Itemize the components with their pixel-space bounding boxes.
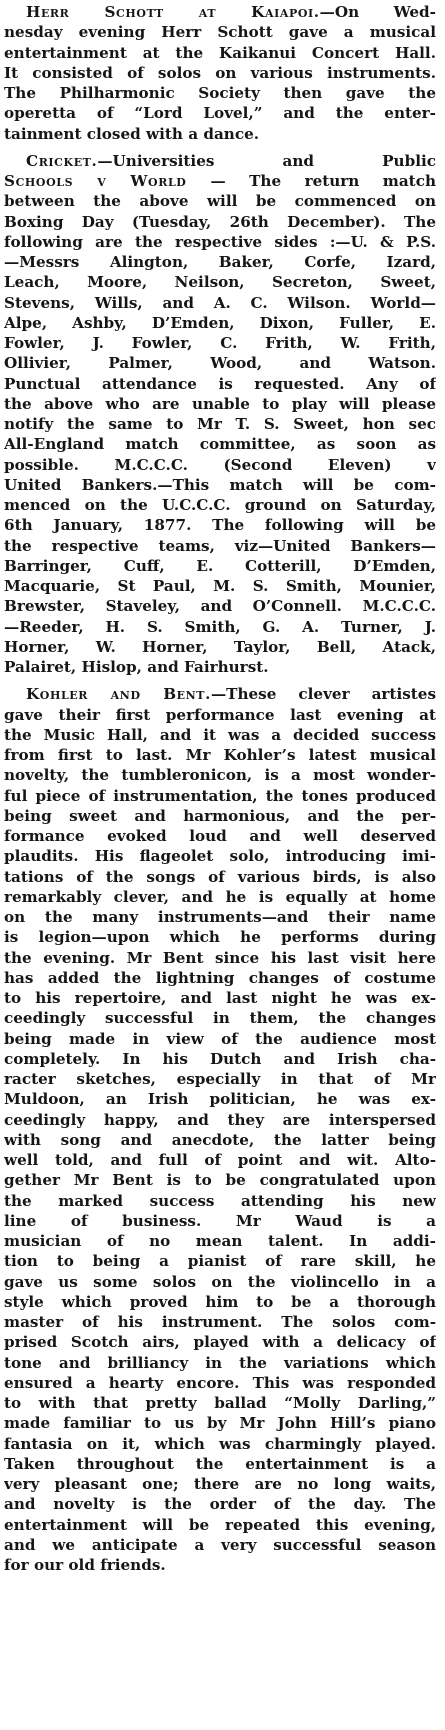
text-line: Barringer, Cuff, E. Cotterill, D’Emden, <box>4 556 436 575</box>
text-line: The Philharmonic Society then gave the <box>4 84 436 102</box>
text-line: United Bankers.—This match will be com- <box>4 475 436 494</box>
text-line: well told, and full of point and wit. Alto- <box>4 1151 436 1169</box>
text-line: being sweet and harmonious, and the per- <box>4 806 436 825</box>
text-line: All-England match committee, as soon as <box>4 435 436 454</box>
text-line: formance evoked loud and well deserved <box>4 827 436 845</box>
text-line: Cricket.—Universities and Public <box>26 151 436 170</box>
text-line: Stevens, Wills, and A. C. Wilson. World— <box>4 293 436 312</box>
text-line: novelty, the tumbleronicon, is a most wonder- <box>4 766 436 785</box>
text-line: racter sketches, especially in that of Mr <box>4 1070 436 1088</box>
text-line: Taken throughout the entertainment is a <box>4 1454 436 1473</box>
text-line: gave their first performance last evening at <box>4 705 436 724</box>
text-line: menced on the U.C.C.C. ground on Saturday, <box>4 496 436 514</box>
text-line: and we anticipate a very successful season <box>4 1535 436 1554</box>
text-line: ceedingly happy, and they are interspersed <box>4 1110 436 1129</box>
text-line: Brewster, Staveley, and O’Connell. M.C.C.C. <box>4 597 436 616</box>
text-line: to his repertoire, and last night he was ex- <box>4 989 436 1007</box>
text-line: for our old friends. <box>4 1556 166 1574</box>
text-line: Palairet, Hislop, and Fairhurst. <box>4 658 269 676</box>
text-line: very pleasant one; there are no long waits, <box>4 1475 436 1493</box>
text-line: tion to being a pianist of rare skill, he <box>4 1252 436 1271</box>
text-line: on the many instruments—and their name <box>4 908 436 926</box>
text-line: style which proved him to be a thorough <box>4 1292 436 1311</box>
text-line: is legion—upon which he performs during <box>4 928 436 947</box>
text-line: Herr Schott at Kaiapoi.—On Wed- <box>26 3 436 21</box>
text-line: the respective teams, viz—United Bankers— <box>4 536 436 555</box>
text-line: Schools v World — The return match <box>4 172 436 190</box>
text-line: has added the lightning changes of costume <box>4 968 436 987</box>
text-line: tainment closed with a dance. <box>4 124 260 143</box>
paragraph-heading: Kohler and Bent. <box>26 685 211 704</box>
text-line: ful piece of instrumentation, the tones produced <box>4 786 436 805</box>
text-line: Ollivier, Palmer, Wood, and Watson. <box>4 354 436 373</box>
text-line: tone and brilliancy in the variations which <box>4 1353 436 1372</box>
text-line: the evening. Mr Bent since his last visit here <box>4 948 436 967</box>
text-line: and novelty is the order of the day. The <box>4 1495 436 1514</box>
paragraph-heading-continued: Schools v World <box>4 172 211 190</box>
paragraph-schott-kaiapoi <box>4 2 436 144</box>
paragraph-heading: Herr Schott at Kaiapoi. <box>26 3 320 21</box>
text-line: Kohler and Bent.—These clever artistes <box>26 685 436 704</box>
text-line: made familiar to us by Mr John Hill’s piano <box>4 1414 436 1433</box>
text-line: to with that pretty ballad “Molly Darling,” <box>4 1394 436 1412</box>
text-line: plaudits. His flageolet solo, introducing imi- <box>4 847 436 866</box>
text-line: possible. M.C.C.C. (Second Eleven) v <box>4 455 436 474</box>
text-line: operetta of “Lord Lovel,” and the enter- <box>4 104 436 123</box>
text-line: nesday evening Herr Schott gave a musical <box>4 23 436 42</box>
text-line: —Reeder, H. S. Smith, G. A. Turner, J. <box>4 617 436 636</box>
text-line: completely. In his Dutch and Irish cha- <box>4 1049 436 1068</box>
paragraph-heading: Cricket. <box>26 151 98 170</box>
paragraph-kohler-and-bent <box>4 684 436 1575</box>
text-line: prised Scotch airs, played with a delicacy of <box>4 1333 436 1352</box>
text-line: the above who are unable to play will please <box>4 394 436 413</box>
text-line: Punctual attendance is requested. Any of <box>4 374 436 393</box>
text-line: notify the same to Mr T. S. Sweet, hon sec <box>4 415 436 433</box>
text-line: —Messrs Alington, Baker, Corfe, Izard, <box>4 253 436 271</box>
text-line: gether Mr Bent is to be congratulated upon <box>4 1171 436 1190</box>
text-line: fantasia on it, which was charmingly played. <box>4 1434 436 1453</box>
text-line: Boxing Day (Tuesday, 26th December). The <box>4 212 436 231</box>
text-line: Macquarie, St Paul, M. S. Smith, Mounier, <box>4 577 436 595</box>
text-line: between the above will be commenced on <box>4 192 436 211</box>
text-line: 6th January, 1877. The following will be <box>4 516 436 535</box>
text-line: gave us some solos on the violincello in a <box>4 1272 436 1291</box>
text-line: Leach, Moore, Neilson, Secreton, Sweet, <box>4 273 436 292</box>
text-line: master of his instrument. The solos com- <box>4 1313 436 1331</box>
text-line: entertainment at the Kaikanui Concert Hall. <box>4 43 436 62</box>
text-line: It consisted of solos on various instruments. <box>4 63 436 82</box>
text-line: line of business. Mr Waud is a <box>4 1211 436 1230</box>
paragraph-cricket <box>4 151 436 678</box>
text-line: following are the respective sides :—U. & P.S. <box>4 232 436 251</box>
text-line: ceedingly successful in them, the changes <box>4 1009 436 1028</box>
text-line: with song and anecdote, the latter being <box>4 1130 436 1149</box>
text-line: the marked success attending his new <box>4 1191 436 1210</box>
text-line: musician of no mean talent. In addi- <box>4 1232 436 1250</box>
newspaper-column <box>4 2 436 1582</box>
text-line: Fowler, J. Fowler, C. Frith, W. Frith, <box>4 334 436 352</box>
text-line: ensured a hearty encore. This was responded <box>4 1373 436 1392</box>
text-line: Horner, W. Horner, Taylor, Bell, Atack, <box>4 637 436 656</box>
text-line: the Music Hall, and it was a decided success <box>4 725 436 744</box>
text-line: Alpe, Ashby, D’Emden, Dixon, Fuller, E. <box>4 313 436 332</box>
text-line: being made in view of the audience most <box>4 1029 436 1048</box>
text-line: tations of the songs of various birds, is also <box>4 867 436 886</box>
text-line: remarkably clever, and he is equally at home <box>4 887 436 906</box>
text-line: Muldoon, an Irish politician, he was ex- <box>4 1090 436 1109</box>
text-line: entertainment will be repeated this evening, <box>4 1515 436 1534</box>
text-line: from first to last. Mr Kohler’s latest musical <box>4 746 436 764</box>
